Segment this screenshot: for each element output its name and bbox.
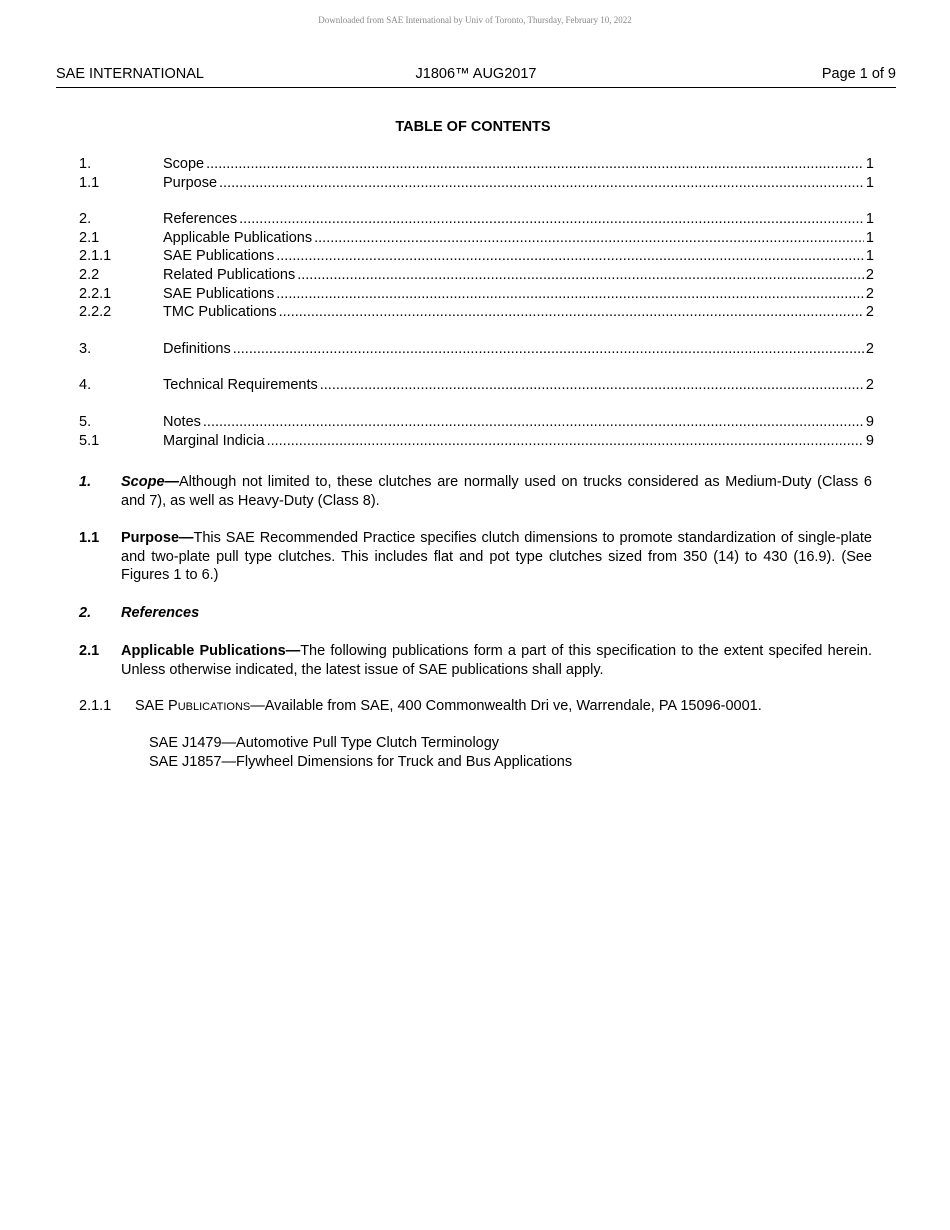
section-applicable-publications (79, 642, 872, 679)
toc-entry-label: Marginal Indicia (163, 432, 265, 449)
section-heading: SAE PUBLICATIONS (135, 698, 251, 714)
toc-leader-dots (206, 155, 864, 174)
toc-entry[interactable] (79, 155, 874, 174)
toc-entry-label: SAE Publications (163, 285, 275, 302)
toc-entry[interactable] (79, 413, 874, 432)
toc-entry-label: SAE Publications (163, 248, 275, 265)
header-org: SAE INTERNATIONAL (56, 66, 204, 82)
toc-leader-dots (239, 210, 864, 229)
toc-entry-number: 2.1 (79, 229, 100, 246)
toc-leader-dots (279, 303, 864, 322)
section-text: Although not limited to, these clutches are normally used on trucks considered as Medium-Duty (Class 6 and 7), as well as Heavy-Duty (Class 8). (121, 474, 872, 509)
toc-entry-page: 9 (865, 413, 874, 430)
toc-entry-page: 2 (865, 285, 874, 302)
toc-leader-dots (219, 174, 864, 193)
toc-entry-number: 2.2.1 (79, 285, 112, 302)
toc-entry-number: 4. (79, 377, 92, 394)
toc-entry[interactable] (79, 266, 874, 285)
toc-entry-number: 2.1.1 (79, 248, 112, 265)
toc-entry-number: 5. (79, 413, 92, 430)
reference-item: SAE J1857—Flywheel Dimensions for Truck and Bus Applications (149, 754, 573, 770)
section-purpose (79, 529, 872, 585)
section-heading: Purpose— (121, 530, 194, 546)
toc-entry[interactable] (79, 340, 874, 359)
header-doc-id: J1806™ AUG2017 (415, 66, 537, 82)
toc-entry-number: 2.2.2 (79, 304, 112, 321)
toc-entry-number: 2.2 (79, 266, 100, 283)
toc-entry[interactable] (79, 247, 874, 266)
section-text: This SAE Recommended Practice specifies clutch dimensions to promote standardization of single-plate and two-plate pull type clutches. This includes flat and pot type clutches sized from 350 (14) to 430 (16.9). (See Figures 1 to 6.) (121, 530, 872, 584)
toc-entry-number: 2. (79, 211, 92, 228)
section-sae-publications (79, 697, 872, 717)
toc-entry[interactable] (79, 303, 874, 322)
download-watermark: Downloaded from SAE International by Univ of Toronto, Thursday, February 10, 2022 (318, 15, 632, 25)
toc-entry[interactable] (79, 432, 874, 451)
toc-entry-label: Applicable Publications (163, 229, 313, 246)
toc-entry-label: Definitions (163, 340, 231, 357)
toc-entry-number: 1.1 (79, 174, 100, 191)
reference-item: SAE J1479—Automotive Pull Type Clutch Terminology (149, 735, 500, 751)
toc-entry-page: 1 (865, 248, 874, 265)
toc-entry-label: References (163, 211, 238, 228)
toc-entry[interactable] (79, 210, 874, 229)
section-text: —Available from SAE, 400 Commonwealth Dri ve, Warrendale, PA 15096-0001. (250, 698, 762, 714)
toc-entry-label: Technical Requirements (163, 377, 318, 394)
toc-leader-dots (320, 376, 864, 395)
toc-entry-page: 1 (865, 174, 874, 191)
toc-entry-number: 5.1 (79, 432, 100, 449)
toc-entry-page: 9 (865, 432, 874, 449)
toc-entry-page: 2 (865, 304, 874, 321)
toc-entry-label: Related Publications (163, 266, 296, 283)
section-heading: Applicable Publications— (121, 643, 301, 659)
toc-entry-page: 2 (865, 340, 874, 357)
toc-leader-dots (233, 340, 864, 359)
toc-entry-label: Notes (163, 413, 201, 430)
toc-entry-number: 3. (79, 340, 92, 357)
section-number: 2.1 (79, 643, 100, 659)
toc-entry[interactable] (79, 229, 874, 248)
header-page-number: Page 1 of 9 (821, 66, 896, 82)
toc-entry-page: 1 (865, 229, 874, 246)
toc-leader-dots (314, 229, 864, 248)
toc-entry-label: Purpose (163, 174, 218, 191)
toc-entry-page: 2 (865, 377, 874, 394)
page-header (56, 66, 896, 88)
section-scope (79, 473, 872, 510)
section-number: 1.1 (79, 530, 100, 546)
section-heading: References (121, 605, 200, 621)
section-references (79, 604, 872, 623)
section-heading: Scope— (121, 474, 180, 490)
section-number: 2. (79, 605, 92, 621)
toc-entry-number: 1. (79, 156, 92, 172)
toc-leader-dots (267, 432, 864, 451)
toc-entry-label: Scope (163, 156, 205, 172)
toc-leader-dots (276, 247, 864, 266)
toc-entry-page: 1 (865, 211, 874, 228)
toc-entry[interactable] (79, 285, 874, 304)
toc-entry[interactable] (79, 174, 874, 193)
section-number: 2.1.1 (79, 698, 112, 714)
section-number: 1. (79, 474, 92, 490)
toc-leader-dots (203, 413, 864, 432)
toc-entry[interactable] (79, 376, 874, 395)
section-text: The following publications form a part of this specification to the extent specifed herein. Unless otherwise indicated, the latest issue of SAE publications shall apply. (121, 643, 872, 678)
toc-title: TABLE OF CONTENTS (395, 119, 551, 135)
toc-leader-dots (297, 266, 864, 285)
table-of-contents (79, 155, 874, 450)
toc-leader-dots (276, 285, 864, 304)
toc-entry-page: 1 (865, 156, 874, 172)
toc-entry-label: TMC Publications (163, 304, 277, 321)
toc-entry-page: 2 (865, 266, 874, 283)
